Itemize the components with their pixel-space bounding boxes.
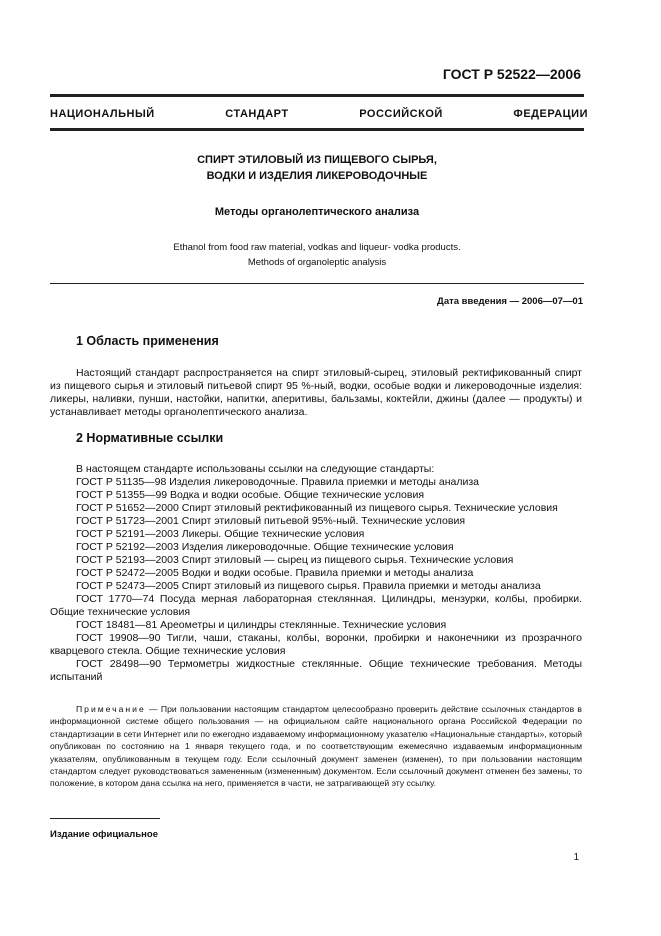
official-edition-label: Издание официальное <box>50 829 158 840</box>
english-title-line-1: Ethanol from food raw material, vodkas and liqueur- vodka products. <box>173 242 461 253</box>
reference-item: ГОСТ 28498—90 Термометры жидкостные стеклянные. Общие технические требования. Методы испытаний <box>50 658 582 683</box>
reference-item: ГОСТ 18481—81 Ареометры и цилиндры стеклянные. Технические условия <box>76 619 447 631</box>
english-title-line-2: Methods of organoleptic analysis <box>247 257 387 268</box>
reference-item: ГОСТ Р 51652—2000 Спирт этиловый ректификованный из пищевого сырья. Технические условия <box>76 502 558 514</box>
title-line-1: СПИРТ ЭТИЛОВЫЙ ИЗ ПИЩЕВОГО СЫРЬЯ, <box>197 154 437 166</box>
footer-rule <box>50 818 160 819</box>
normative-references-list <box>50 463 582 684</box>
title-separator-rule <box>50 283 584 284</box>
document-code: ГОСТ Р 52522—2006 <box>442 66 581 82</box>
header-top-rule <box>50 94 584 97</box>
introduction-date: Дата введения — 2006—07—01 <box>437 296 583 307</box>
header-bottom-rule <box>50 128 584 131</box>
reference-item: ГОСТ Р 52473—2005 Спирт этиловый из пищевого сырья. Правила приемки и методы анализа <box>76 580 541 592</box>
section-2-heading: 2 Нормативные ссылки <box>76 431 224 445</box>
reference-item: ГОСТ Р 52191—2003 Ликеры. Общие технические условия <box>76 528 365 540</box>
reference-item: ГОСТ Р 52193—2003 Спирт этиловый — сырец из пищевого сырья. Технические условия <box>76 554 514 566</box>
title-line-2: ВОДКИ И ИЗДЕЛИЯ ЛИКЕРОВОДОЧНЫЕ <box>206 170 428 182</box>
page-number: 1 <box>573 852 579 863</box>
section-1-heading: 1 Область применения <box>76 334 219 348</box>
reference-item: ГОСТ Р 52472—2005 Водки и водки особые. Правила приемки и методы анализа <box>76 567 474 579</box>
reference-item: ГОСТ Р 51355—99 Водка и водки особые. Общие технические условия <box>76 489 425 501</box>
section-1-text: Настоящий стандарт распространяется на спирт этиловый-сырец, этиловый ректификованный спирт из пищевого сырья и этиловый питьевой спирт 95 %-ный, водки, особые водки и ликероводочные изделия: ликеры, наливки, пунши, настойки, напитки, аперитивы, бальзамы, коктейли, джины (далее — продукты) и устанавливает методы органолептического анализа. <box>50 367 582 418</box>
reference-item: ГОСТ Р 51723—2001 Спирт этиловый питьевой 95%-ный. Технические условия <box>76 515 466 527</box>
references-intro: В настоящем стандарте использованы ссылки на следующие стандарты: <box>76 463 435 475</box>
reference-item: ГОСТ Р 51135—98 Изделия ликероводочные. Правила приемки и методы анализа <box>76 476 480 488</box>
reference-item: ГОСТ 1770—74 Посуда мерная лабораторная стеклянная. Цилиндры, мензурки, колбы, пробирки. Общие технические условия <box>50 593 582 618</box>
national-standard-banner: НАЦИОНАЛЬНЫЙ СТАНДАРТ РОССИЙСКОЙ ФЕДЕРАЦИИ <box>50 108 588 120</box>
note-text: — При пользовании настоящим стандартом целесообразно проверить действие ссылочных стандартов в информационной системе общего пользования — на официальном сайте национального органа Российской Федерации по стандартизации в сети Интернет или по ежегодно издаваемому информационному указателю «Национальные стандарты», который опубликован по состоянию на 1 января текущего года, и по соответствующим ежемесячно издаваемым информационным указателям, опубликованным в текущем году. Если ссылочный документ заменен (изменен), то при пользовании настоящим стандартом следует руководствоваться замененным (измененным) документом. Если ссылочный документ отменен без замены, то положение, в котором дана ссылка на него, применяется в части, не затрагивающей эту ссылку. <box>50 704 582 789</box>
note-label: Примечание <box>76 704 146 714</box>
reference-item: ГОСТ Р 52192—2003 Изделия ликероводочные. Общие технические условия <box>76 541 454 553</box>
document-subtitle: Методы органолептического анализа <box>214 206 420 218</box>
note-paragraph <box>50 703 582 790</box>
reference-item: ГОСТ 19908—90 Тигли, чаши, стаканы, колбы, воронки, пробирки и наконечники из прозрачного кварцевого стекла. Общие технические условия <box>50 632 582 657</box>
